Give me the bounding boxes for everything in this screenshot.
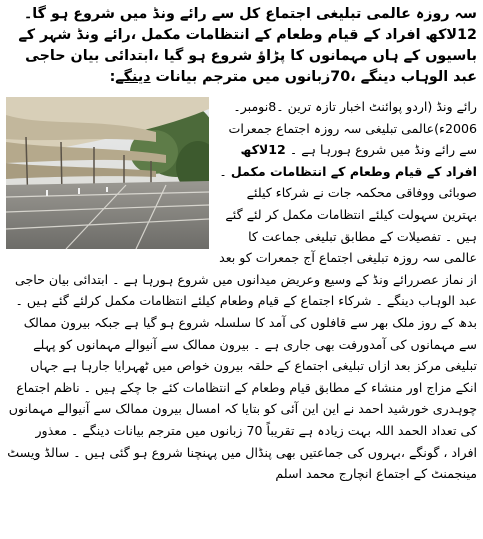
body-intro: رائے ونڈ (اردو پوائنٹ اخبار تازہ ترین ۔8نومبر۔2006ء)عالمی تبلیغی سہ روزہ اجتماع جمعرات سے رائے ونڈ میں شروع ہورہا ہے ۔ [228, 99, 477, 158]
tents-illustration [6, 97, 209, 249]
headline-last-word: دینگے [115, 69, 151, 85]
body-highlight: 12لاکھ افراد کے قیام وطعام کے انتظامات مکمل [230, 142, 477, 179]
ijtema-tents-photo [6, 97, 209, 249]
body-rest: ۔ صوبائی ووفاقی محکمہ جات نے شرکاء کیلئے بہترین سہولت کیلئے انتظامات مکمل کر لئے گئے ہیں ۔ تفصیلات کے مطابق تبلیغی جماعت کا عالمی سہ روزہ تبلیغی اجتماع آج جمعرات کو بعد از نماز عصررائے ونڈ کے وسیع وعریض میدانوں میں شروع ہورہا ہے ۔ ابتدائی بیان حاجی عبد الوہاب دینگے ۔ شرکاء اجتماع کے قیام وطعام کیلئے انتظامات مکمل کرلئے گئے ہیں ۔ بدھ کے روز ملک بھر سے قافلوں کی آمد کا سلسلہ شروع ہو گیا ہے جبکہ بیرون ممالک سے مہمانوں کی آمدورفت بھی جاری ہے ۔ بیرون ممالک سے آنیوالے مہمانوں کو پہلے تبلیغی مرکز بعد ازاں تبلیغی اجتماع کے حلقہ بیرون خواص میں ٹھہرایا جارہا ہے جہاں انکے مزاج اور منشاء کے مطابق قیام وطعام کے انتظامات کئے جا چکے ہیں ۔ ناظم اجتماع چوہدری خورشید احمد نے این این آئی کو بتایا کہ امسال بیرون ممالک سے آنیوالے مہمانوں کی تعداد الحمد اللہ بہت زیادہ ہے تقریباً 70 زبانوں میں مترجم بیانات دینگے ۔ معذور افراد ، گونگے ،بہروں کی جماعتیں بھی پنڈال میں پہنچنا شروع ہو گئی ہیں ۔ سالڈ ویسٹ مینجمنٹ کے اجتماع انچارج محمد اسلم [7, 163, 477, 482]
article-headline: سہ روزہ عالمی تبلیغی اجتماع کل سے رائے ونڈ میں شروع ہو گا۔12لاکھ افراد کے قیام وطعام کے انتظامات مکمل ،رائے ونڈ شہر کے باسیوں کے ہاں مہمانوں کا پڑاؤ شروع ہو گیا ،ابتدائی بیان حاجی عبد الوہاب دینگے ،70زبانوں میں مترجم بیانات دینگے: [18, 6, 477, 85]
headline-text: سہ روزہ عالمی تبلیغی اجتماع کل سے رائے ونڈ میں شروع ہو گا۔12لاکھ افراد کے قیام وطعام کے انتظامات مکمل ،رائے ونڈ شہر کے باسیوں کے ہاں مہمانوں کا پڑاؤ شروع ہو گیا ،ابتدائی بیان حاجی عبد الوہاب دینگے ،70زبانوں میں مترجم بیانات [18, 6, 477, 85]
